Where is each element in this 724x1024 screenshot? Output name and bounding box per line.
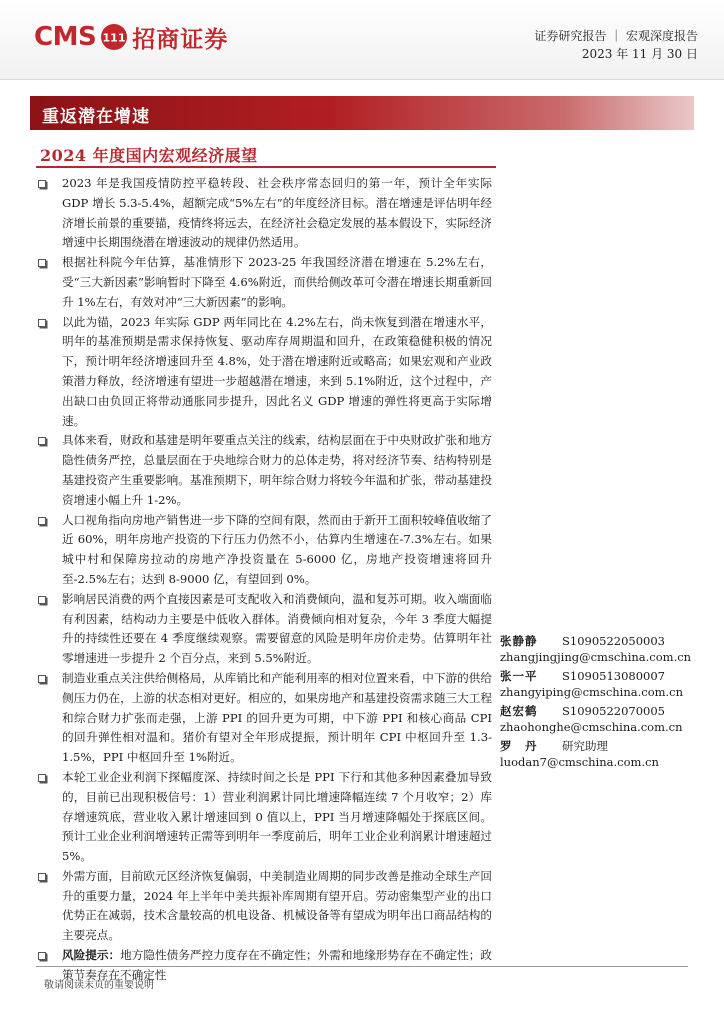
bullet-item (36, 253, 492, 312)
bullet-text: 以此为锚，2023 年实际 GDP 两年同比在 4.2%左右，尚未恢复到潜在增速水平，明年的基准预期是需求保持恢复、驱动库存周期温和回升，在政策稳健积极的情况下，预计明年经济增速回升至 4.8%，处于潜在增速附近或略高；如果宏观和产业政策潜力释放，经济增速有望进一步超越潜在增速，来到 5.1%附近，这个过程中，产出缺口由负回正将带动通胀同步提升，因此名义 GDP 增速的弹性将更高于实际增速。 (62, 314, 492, 428)
bullet-text: 人口视角指向房地产销售进一步下降的空间有限，然而由于新开工面积较峰值收缩了近 60%，明年房地产投资的下行压力仍然不小，估算内生增速在-7.3%左右。如果城中村和保障房拉动的房地产净投资量在 5-6000 亿，房地产投资增速将回升至-2.5%左右；达到 8-9000 亿，有望回到 0%。 (62, 512, 492, 586)
analyst-cert-id: S1090522070005 (562, 704, 665, 718)
checkbox-bullet-icon (38, 596, 46, 604)
risk-text: 地方隐性债务严控力度存在不确定性；外需和地缘形势存在不确定性；政策节奏存在不确定性 (62, 948, 492, 982)
analyst-email[interactable]: zhangjingjing@cmschina.com.cn (500, 650, 692, 664)
checkbox-bullet-icon (38, 774, 46, 782)
analyst-entry (500, 633, 690, 668)
checkbox-bullet-icon (38, 873, 46, 881)
analyst-name: 赵宏鹤 (500, 704, 538, 718)
bullet-item (36, 511, 492, 590)
checkbox-bullet-icon (38, 675, 46, 683)
bullet-text: 2023 年是我国疫情防控平稳转段、社会秩序常态回归的第一年，预计全年实际 GDP 增长 5.3-5.4%，超额完成“5%左右”的年度经济目标。潜在增速是评估明年经济增长前景的重要锚，疫情终将远去，在经济社会稳定发展的基本假设下，实际经济增速中长期围绕潜在增速波动的规律仍然适用。 (62, 176, 492, 250)
analyst-entry (500, 738, 690, 773)
bullet-item (36, 669, 492, 768)
checkbox-bullet-icon (38, 952, 46, 960)
analyst-email[interactable]: luodan7@cmschina.com.cn (500, 755, 659, 769)
checkbox-bullet-icon (38, 180, 46, 188)
cms-badge-icon (100, 23, 128, 51)
bullet-item (36, 867, 492, 946)
footer-disclaimer: 敬请阅读末页的重要说明 (44, 980, 154, 991)
logo-cms-text: CMS (34, 22, 97, 52)
bullet-item (36, 431, 492, 510)
report-title: 重返潜在增速 (42, 107, 150, 127)
report-date: 2023 年 11 月 30 日 (581, 47, 698, 61)
report-header (0, 0, 724, 80)
analyst-entry (500, 703, 690, 738)
logo-badge-text: 111 (102, 31, 126, 45)
analyst-cert-id: S1090513080007 (562, 669, 665, 683)
checkbox-bullet-icon (38, 319, 46, 327)
bullet-text: 外需方面，目前欧元区经济恢复偏弱，中美制造业周期的同步改善是推动全球生产回升的重要力量，2024 年上半年中美共振补库周期有望开启。劳动密集型产业的出口优势正在减弱，技术含量较高的机电设备、机械设备等有望成为明年出口商品结构的主要亮点。 (62, 868, 492, 943)
analyst-cert-id: S1090522050003 (562, 634, 665, 648)
bullet-text: 制造业重点关注供给侧格局，从库销比和产能利用率的相对位置来看，中下游的供给侧压力仍在，上游的状态相对更好。相应的，如果房地产和基建投资需求随三大工程和综合财力扩张而走强，上游 PPI 的回升更为可期，中下游 PPI 和核心商品 CPI 的回升弹性相对温和。猪价有望对全年形成提振，预计明年 CPI 中枢回升至 1.3-1.5%，PPI 中枢回升至 1%附近。 (62, 670, 492, 765)
bullet-item (36, 313, 492, 432)
cms-logo (34, 22, 228, 52)
risk-label: 风险提示： (62, 948, 121, 963)
analyst-name: 张一平 (500, 669, 538, 683)
logo-chinese-name: 招商证券 (132, 26, 229, 53)
bullet-text: 本轮工业企业利润下探幅度深、持续时间之长是 PPI 下行和其他多种因素叠加导致的，目前已出现积极信号：1）营业利润累计同比增速降幅连续 7 个月收窄；2）库存增速筑底，营业收入累计增速回到 0 值以上，PPI 当月增速降幅处于探底区间。预计工业企业利润增速转正需等到明年一季度前后，明年工业企业利润累计增速超过 5%。 (62, 769, 492, 864)
analyst-entry (500, 668, 690, 703)
bullet-text: 影响居民消费的两个直接因素是可支配收入和消费倾向，温和复苏可期。收入端面临有利因素，结构动力主要是中低收入群体。消费倾向相对复杂，今年 3 季度大幅提升的持续性还要在 4 季度继续观察。需要留意的风险是明年房价走势。估算明年社零增速进一步提升 2 个百分点，来到 5.5%附近。 (62, 591, 492, 666)
report-type: 证券研究报告 ｜ 宏观深度报告 (534, 29, 698, 43)
analyst-panel (500, 633, 690, 773)
report-subtitle: 2024 年度国内宏观经济展望 (40, 146, 258, 165)
bullet-text: 根据社科院今年估算，基准情形下 2023-25 年我国经济潜在增速在 5.2%左右，受“三大新因素”影响暂时下降至 4.6%附近，而供给侧改革可令潜在增速长期重新回升 1%左右，有效对冲“三大新因素”的影响。 (62, 255, 493, 309)
analyst-email[interactable]: zhangyiping@cmschina.com.cn (500, 685, 684, 699)
analyst-role: 研究助理 (562, 739, 608, 753)
title-bar (30, 96, 694, 130)
bullet-text: 具体来看，财政和基建是明年要重点关注的线索，结构层面在于中央财政扩张和地方隐性债务严控，总量层面在于央地综合财力的总体走势，将对经济节奏、结构特别是基建投资产生重要影响。基准预期下，明年综合财力将较今年温和扩张，带动基建投资增速小幅上升 1-2%。 (62, 433, 492, 507)
analyst-name: 罗 丹 (500, 739, 538, 753)
bullet-item (36, 768, 492, 867)
checkbox-bullet-icon (38, 259, 46, 267)
checkbox-bullet-icon (38, 437, 46, 445)
analyst-email[interactable]: zhaohonghe@cmschina.com.cn (500, 720, 683, 734)
analyst-name: 张静静 (500, 634, 538, 648)
summary-bullets (36, 174, 492, 986)
footer-divider (36, 966, 688, 967)
checkbox-bullet-icon (38, 517, 46, 525)
subtitle-divider (36, 166, 496, 168)
bullet-item (36, 590, 492, 669)
bullet-item (36, 174, 492, 253)
